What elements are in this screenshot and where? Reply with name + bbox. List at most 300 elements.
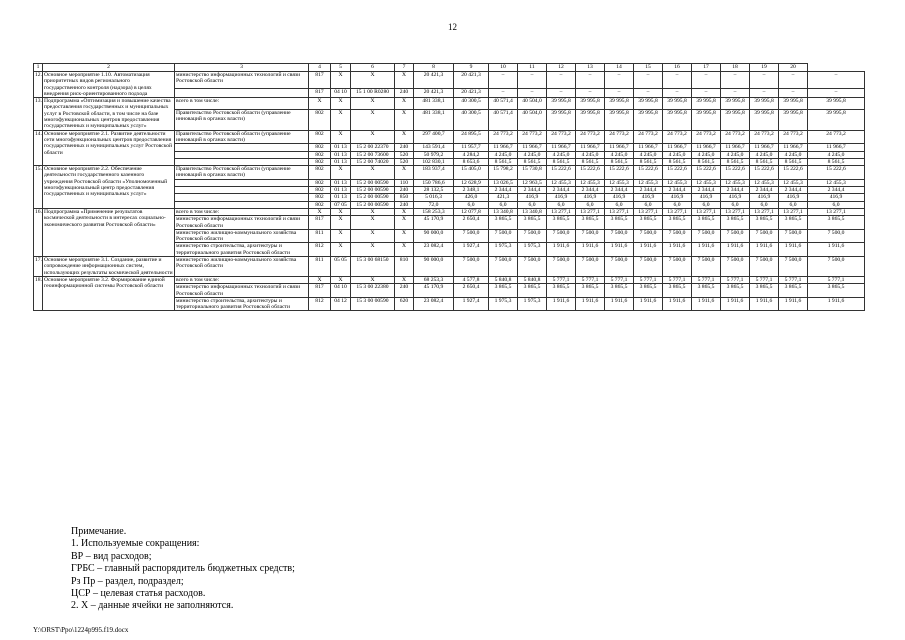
amount-cell: 2 344,4 bbox=[489, 187, 518, 194]
amount-cell: 90 000,0 bbox=[414, 257, 454, 277]
amount-cell: 7 500,0 bbox=[779, 229, 808, 243]
amount-cell: 1 911,6 bbox=[721, 243, 750, 257]
amount-cell: 15 222,6 bbox=[663, 166, 692, 180]
amount-cell: 15 405,0 bbox=[454, 166, 489, 180]
amount-cell: 4 245,0 bbox=[518, 151, 547, 158]
amount-cell: 1 911,6 bbox=[576, 243, 605, 257]
amount-cell: 6,0 bbox=[634, 201, 663, 208]
column-number: 12 bbox=[547, 64, 576, 72]
program-name: Основное мероприятие 2.2. Обеспечение деятельности государственного казенного учреждения Ростовской области «Уполномоченный многофункциональный центр предоставления государственных и муниципальных услуг» bbox=[43, 166, 175, 209]
amount-cell: 1 975,3 bbox=[489, 297, 518, 311]
vr-cell: X bbox=[395, 109, 414, 130]
amount-cell: 1 911,6 bbox=[721, 297, 750, 311]
amount-cell: 4 245,0 bbox=[605, 151, 634, 158]
grbs-cell: X bbox=[309, 276, 331, 283]
amount-cell: 4 245,0 bbox=[547, 151, 576, 158]
table-row bbox=[34, 208, 865, 215]
column-number: 8 bbox=[414, 64, 454, 72]
amount-cell: 2 344,4 bbox=[547, 187, 576, 194]
amount-cell: 7 500,0 bbox=[692, 229, 721, 243]
amount-cell: 12 628,9 bbox=[454, 179, 489, 186]
grbs-cell: 802 bbox=[309, 109, 331, 130]
row-number: 16. bbox=[34, 208, 43, 256]
amount-cell: 20 421,3 bbox=[414, 89, 454, 98]
amount-cell: 8 561,5 bbox=[721, 158, 750, 165]
amount-cell: 3 865,5 bbox=[518, 216, 547, 230]
amount-cell: 11 966,7 bbox=[692, 144, 721, 151]
amount-cell: 39 995,8 bbox=[547, 98, 576, 109]
grbs-cell: 802 bbox=[309, 158, 331, 165]
amount-cell: 15 222,6 bbox=[576, 166, 605, 180]
column-number: 14 bbox=[605, 64, 634, 72]
amount-cell: 3 865,5 bbox=[518, 284, 547, 298]
amount-cell: 6,0 bbox=[489, 201, 518, 208]
amount-cell: – bbox=[634, 72, 663, 89]
grbs-cell: 802 bbox=[309, 151, 331, 158]
rzpr-cell: 01 13 bbox=[331, 194, 351, 201]
amount-cell: 13 277,1 bbox=[808, 208, 865, 215]
amount-cell: 12 077,8 bbox=[454, 208, 489, 215]
amount-cell: 24 773,2 bbox=[808, 130, 865, 144]
csr-cell: X bbox=[351, 243, 395, 257]
amount-cell: 7 500,0 bbox=[576, 229, 605, 243]
amount-cell: 158 253,3 bbox=[414, 208, 454, 215]
grbs-cell: 802 bbox=[309, 179, 331, 186]
executor-cell bbox=[175, 144, 309, 151]
program-name: Основное мероприятие 3.2. Формирование единой геоинформационной системы Ростовской области bbox=[43, 276, 175, 310]
amount-cell: 7 500,0 bbox=[663, 229, 692, 243]
vr-cell: 240 bbox=[395, 89, 414, 98]
amount-cell: 39 995,8 bbox=[605, 98, 634, 109]
amount-cell: 13 340,8 bbox=[518, 208, 547, 215]
amount-cell: 40 300,5 bbox=[454, 98, 489, 109]
amount-cell: 1 911,6 bbox=[605, 243, 634, 257]
vr-cell: 520 bbox=[395, 158, 414, 165]
amount-cell: 13 340,8 bbox=[489, 208, 518, 215]
vr-cell: X bbox=[395, 216, 414, 230]
amount-cell: 24 895,5 bbox=[454, 130, 489, 144]
csr-cell: 15 2 00 00590 bbox=[351, 194, 395, 201]
amount-cell: 39 995,8 bbox=[721, 98, 750, 109]
amount-cell: 7 500,0 bbox=[779, 257, 808, 277]
amount-cell: 11 966,7 bbox=[779, 144, 808, 151]
amount-cell: 416,9 bbox=[779, 194, 808, 201]
amount-cell: 15 222,6 bbox=[779, 166, 808, 180]
executor-cell bbox=[175, 187, 309, 194]
amount-cell: 2 344,4 bbox=[663, 187, 692, 194]
amount-cell: 39 995,8 bbox=[634, 109, 663, 130]
amount-cell: 183 937,4 bbox=[414, 166, 454, 180]
grbs-cell: 817 bbox=[309, 216, 331, 230]
amount-cell: 1 911,6 bbox=[692, 297, 721, 311]
amount-cell: – bbox=[808, 89, 865, 98]
amount-cell: 6,0 bbox=[663, 201, 692, 208]
amount-cell: 39 995,8 bbox=[750, 109, 779, 130]
executor-cell: всего в том числе: bbox=[175, 208, 309, 215]
amount-cell: 39 995,8 bbox=[808, 98, 865, 109]
amount-cell: 2 344,4 bbox=[576, 187, 605, 194]
amount-cell: 8 561,5 bbox=[750, 158, 779, 165]
note-line: 2. Х – данные ячейки не заполняются. bbox=[71, 600, 234, 612]
amount-cell: 1 975,3 bbox=[518, 297, 547, 311]
vr-cell: 850 bbox=[395, 194, 414, 201]
amount-cell: 11 957,7 bbox=[454, 144, 489, 151]
amount-cell: 416,9 bbox=[547, 194, 576, 201]
amount-cell: 39 995,8 bbox=[692, 98, 721, 109]
vr-cell: X bbox=[395, 229, 414, 243]
row-number: 14. bbox=[34, 130, 43, 165]
executor-cell: Правительство Ростовской области (управление инноваций в органах власти) bbox=[175, 166, 309, 180]
vr-cell: X bbox=[395, 243, 414, 257]
executor-cell bbox=[175, 179, 309, 186]
amount-cell: 7 500,0 bbox=[750, 229, 779, 243]
amount-cell: 24 773,2 bbox=[605, 130, 634, 144]
rzpr-cell: 01 13 bbox=[331, 151, 351, 158]
csr-cell: 15 2 00 00590 bbox=[351, 201, 395, 208]
csr-cell: 15 2 00 22370 bbox=[351, 144, 395, 151]
rzpr-cell: 04 12 bbox=[331, 297, 351, 311]
rzpr-cell: 01 13 bbox=[331, 179, 351, 186]
amount-cell: 72,0 bbox=[414, 201, 454, 208]
table-row bbox=[34, 276, 865, 283]
amount-cell: 5 777,1 bbox=[721, 276, 750, 283]
table-row bbox=[34, 257, 865, 277]
amount-cell: 39 995,8 bbox=[721, 109, 750, 130]
amount-cell: 3 865,5 bbox=[576, 216, 605, 230]
program-name: Основное мероприятие 3.1. Создание, развитие и сопровождение информационных систем, использующих результаты космической деятельности bbox=[44, 257, 173, 276]
amount-cell: 24 773,2 bbox=[692, 130, 721, 144]
grbs-cell: 812 bbox=[309, 243, 331, 257]
amount-cell: – bbox=[605, 72, 634, 89]
amount-cell: 1 911,6 bbox=[634, 297, 663, 311]
row-number: 13. bbox=[34, 98, 43, 130]
executor-cell: министерство информационных технологий и связи Ростовской области bbox=[175, 72, 309, 89]
amount-cell: – bbox=[547, 72, 576, 89]
notes-block bbox=[71, 526, 295, 613]
executor-cell: министерство информационных технологий и связи Ростовской области bbox=[175, 216, 309, 230]
program-name: Основное мероприятие 2.1. Развитие деятельности сети многофункциональных центров предоставления государственных и муниципальных услуг Ростовской области bbox=[43, 130, 175, 165]
amount-cell: 12 455,3 bbox=[634, 179, 663, 186]
vr-cell: X bbox=[395, 98, 414, 109]
program-name: Подпрограмма «Применение результатов космической деятельности в интересах социально-экономического развития Ростовской области» bbox=[43, 208, 175, 256]
amount-cell: 3 865,5 bbox=[750, 216, 779, 230]
amount-cell: 2 344,4 bbox=[750, 187, 779, 194]
amount-cell: 13 277,1 bbox=[634, 208, 663, 215]
amount-cell: 12 455,3 bbox=[721, 179, 750, 186]
amount-cell: 39 995,8 bbox=[779, 98, 808, 109]
amount-cell: 15 222,6 bbox=[692, 166, 721, 180]
amount-cell: 3 865,5 bbox=[547, 216, 576, 230]
column-number: 10 bbox=[489, 64, 518, 72]
amount-cell: 39 995,8 bbox=[576, 109, 605, 130]
rzpr-cell: 01 13 bbox=[331, 187, 351, 194]
amount-cell: 4 245,0 bbox=[489, 151, 518, 158]
table-row bbox=[34, 72, 865, 89]
executor-cell: министерство информационных технологий и связи Ростовской области bbox=[175, 284, 309, 298]
vr-cell: 110 bbox=[395, 179, 414, 186]
amount-cell: 7 500,0 bbox=[489, 257, 518, 277]
amount-cell: – bbox=[721, 89, 750, 98]
amount-cell: 297 400,7 bbox=[414, 130, 454, 144]
vr-cell: X bbox=[395, 130, 414, 144]
amount-cell: 50 979,2 bbox=[414, 151, 454, 158]
amount-cell: 40 504,0 bbox=[518, 98, 547, 109]
amount-cell: 1 911,6 bbox=[663, 297, 692, 311]
amount-cell: 15 222,6 bbox=[721, 166, 750, 180]
amount-cell: – bbox=[779, 72, 808, 89]
grbs-cell: 812 bbox=[309, 297, 331, 311]
grbs-cell: 817 bbox=[309, 72, 331, 89]
amount-cell: 15 222,6 bbox=[547, 166, 576, 180]
rzpr-cell: X bbox=[331, 130, 351, 144]
amount-cell: 13 277,1 bbox=[692, 208, 721, 215]
amount-cell: 3 865,5 bbox=[721, 216, 750, 230]
note-line: ГРБС – главный распорядитель бюджетных средств; bbox=[71, 563, 295, 575]
amount-cell: 13 026,5 bbox=[489, 179, 518, 186]
amount-cell: 39 995,8 bbox=[634, 98, 663, 109]
amount-cell: 7 500,0 bbox=[547, 229, 576, 243]
amount-cell: 11 966,7 bbox=[605, 144, 634, 151]
csr-cell: 15 3 00 00590 bbox=[351, 297, 395, 311]
rzpr-cell: X bbox=[331, 109, 351, 130]
grbs-cell: X bbox=[309, 98, 331, 109]
amount-cell: 23 082,4 bbox=[414, 297, 454, 311]
amount-cell: 7 500,0 bbox=[518, 229, 547, 243]
column-number: 11 bbox=[518, 64, 547, 72]
amount-cell: 2 344,4 bbox=[808, 187, 865, 194]
amount-cell: 3 865,5 bbox=[663, 284, 692, 298]
note-line: ЦСР – целевая статья расходов. bbox=[71, 588, 206, 600]
amount-cell: 1 911,6 bbox=[750, 297, 779, 311]
csr-cell: X bbox=[351, 166, 395, 180]
grbs-cell: 817 bbox=[309, 284, 331, 298]
amount-cell: 5 777,1 bbox=[750, 276, 779, 283]
amount-cell: 6,0 bbox=[454, 201, 489, 208]
amount-cell: 1 927,4 bbox=[454, 243, 489, 257]
amount-cell: 4 245,0 bbox=[779, 151, 808, 158]
program-name: Основное мероприятие 1.10. Автоматизация приоритетных видов регионального государственного контроля (надзора) в целях внедрения риск-ориентированного подхода bbox=[43, 72, 175, 98]
amount-cell: 1 911,6 bbox=[808, 243, 865, 257]
amount-cell: – bbox=[808, 72, 865, 89]
amount-cell: 15 222,6 bbox=[634, 166, 663, 180]
csr-cell: 15 3 00 68150 bbox=[351, 257, 395, 277]
amount-cell: 416,9 bbox=[634, 194, 663, 201]
amount-cell: 1 975,3 bbox=[518, 243, 547, 257]
row-number: 18. bbox=[34, 276, 43, 310]
column-number: 15 bbox=[634, 64, 663, 72]
amount-cell: 39 995,8 bbox=[576, 98, 605, 109]
amount-cell: 24 773,2 bbox=[634, 130, 663, 144]
amount-cell: 13 277,1 bbox=[721, 208, 750, 215]
amount-cell: 15 222,6 bbox=[808, 166, 865, 180]
note-line: ВР – вид расходов; bbox=[71, 550, 152, 562]
amount-cell: 6,0 bbox=[779, 201, 808, 208]
rzpr-cell: X bbox=[331, 208, 351, 215]
amount-cell: 7 500,0 bbox=[634, 257, 663, 277]
amount-cell: 15 730,8 bbox=[518, 166, 547, 180]
amount-cell: 3 865,5 bbox=[547, 284, 576, 298]
amount-cell: 7 500,0 bbox=[454, 229, 489, 243]
amount-cell: 2 344,4 bbox=[692, 187, 721, 194]
amount-cell: 2 348,1 bbox=[454, 187, 489, 194]
amount-cell: – bbox=[750, 89, 779, 98]
row-number: 15. bbox=[34, 166, 43, 209]
amount-cell: 24 773,2 bbox=[750, 130, 779, 144]
amount-cell: – bbox=[518, 89, 547, 98]
executor-cell: всего в том числе: bbox=[175, 276, 309, 283]
amount-cell: 6,0 bbox=[750, 201, 779, 208]
vr-cell: 240 bbox=[395, 144, 414, 151]
grbs-cell: 802 bbox=[309, 166, 331, 180]
amount-cell: – bbox=[692, 72, 721, 89]
amount-cell: 1 911,6 bbox=[576, 297, 605, 311]
column-number: 5 bbox=[331, 64, 351, 72]
executor-cell: министерство жилищно-коммунального хозяйства Ростовской области bbox=[175, 257, 309, 277]
amount-cell: 416,9 bbox=[663, 194, 692, 201]
amount-cell: 2 344,4 bbox=[634, 187, 663, 194]
amount-cell: 12 455,3 bbox=[605, 179, 634, 186]
column-number: 7 bbox=[395, 64, 414, 72]
table-header-row bbox=[34, 64, 865, 72]
page-number: 12 bbox=[448, 22, 457, 32]
amount-cell: 1 911,6 bbox=[634, 243, 663, 257]
amount-cell: 4 284,2 bbox=[454, 151, 489, 158]
column-number: 1 bbox=[34, 64, 43, 72]
executor-cell bbox=[175, 194, 309, 201]
row-number: 17. bbox=[34, 257, 43, 277]
amount-cell: 24 773,2 bbox=[663, 130, 692, 144]
amount-cell: – bbox=[605, 89, 634, 98]
amount-cell: 28 132,5 bbox=[414, 187, 454, 194]
amount-cell: 23 082,4 bbox=[414, 243, 454, 257]
amount-cell: 8 561,5 bbox=[576, 158, 605, 165]
grbs-cell: 802 bbox=[309, 130, 331, 144]
amount-cell: – bbox=[750, 72, 779, 89]
csr-cell: X bbox=[351, 72, 395, 89]
rzpr-cell: X bbox=[331, 276, 351, 283]
rzpr-cell: X bbox=[331, 166, 351, 180]
amount-cell: 5 777,1 bbox=[779, 276, 808, 283]
amount-cell: 5 777,1 bbox=[634, 276, 663, 283]
amount-cell: 416,9 bbox=[576, 194, 605, 201]
amount-cell: 3 865,5 bbox=[721, 284, 750, 298]
amount-cell: 5 016,3 bbox=[414, 194, 454, 201]
amount-cell: – bbox=[634, 89, 663, 98]
grbs-cell: 802 bbox=[309, 194, 331, 201]
amount-cell: 3 865,5 bbox=[576, 284, 605, 298]
amount-cell: 40 504,0 bbox=[518, 109, 547, 130]
column-number: 20 bbox=[779, 64, 808, 72]
amount-cell: 421,3 bbox=[489, 194, 518, 201]
amount-cell: 11 966,7 bbox=[547, 144, 576, 151]
column-number: 3 bbox=[175, 64, 309, 72]
amount-cell: 4 245,0 bbox=[634, 151, 663, 158]
executor-cell: Правительство Ростовской области (управление инноваций в органах власти) bbox=[175, 109, 309, 130]
amount-cell: 3 865,5 bbox=[489, 216, 518, 230]
table-row bbox=[34, 166, 865, 180]
amount-cell: – bbox=[547, 89, 576, 98]
amount-cell: 7 500,0 bbox=[576, 257, 605, 277]
amount-cell: 4 245,0 bbox=[663, 151, 692, 158]
amount-cell: 11 966,7 bbox=[750, 144, 779, 151]
amount-cell: 39 995,8 bbox=[663, 109, 692, 130]
amount-cell: 24 773,2 bbox=[721, 130, 750, 144]
rzpr-cell: 04 10 bbox=[331, 89, 351, 98]
amount-cell: 24 773,2 bbox=[547, 130, 576, 144]
executor-cell bbox=[175, 158, 309, 165]
amount-cell: 1 927,4 bbox=[454, 297, 489, 311]
amount-cell: 1 911,6 bbox=[547, 243, 576, 257]
table-row bbox=[34, 98, 865, 109]
amount-cell: 11 966,7 bbox=[634, 144, 663, 151]
amount-cell: 40 571,4 bbox=[489, 109, 518, 130]
amount-cell: 4 245,0 bbox=[750, 151, 779, 158]
amount-cell: 7 500,0 bbox=[721, 257, 750, 277]
amount-cell: 416,9 bbox=[721, 194, 750, 201]
vr-cell: X bbox=[395, 276, 414, 283]
amount-cell: 5 777,1 bbox=[692, 276, 721, 283]
grbs-cell: 802 bbox=[309, 187, 331, 194]
amount-cell: 20 421,3 bbox=[454, 72, 489, 89]
amount-cell: 12 455,3 bbox=[547, 179, 576, 186]
amount-cell: 2 344,4 bbox=[721, 187, 750, 194]
amount-cell: 3 865,5 bbox=[663, 216, 692, 230]
amount-cell: 20 421,3 bbox=[414, 72, 454, 89]
amount-cell: 39 995,8 bbox=[779, 109, 808, 130]
amount-cell: 7 500,0 bbox=[489, 229, 518, 243]
rzpr-cell: 04 10 bbox=[331, 284, 351, 298]
amount-cell: 2 650,4 bbox=[454, 216, 489, 230]
amount-cell: 4 577,8 bbox=[454, 276, 489, 283]
amount-cell: – bbox=[779, 89, 808, 98]
vr-cell: X bbox=[395, 72, 414, 89]
executor-cell bbox=[175, 151, 309, 158]
amount-cell: 150 786,6 bbox=[414, 179, 454, 186]
column-number: 4 bbox=[309, 64, 331, 72]
amount-cell: 5 840,8 bbox=[489, 276, 518, 283]
amount-cell: – bbox=[518, 72, 547, 89]
csr-cell: 15 2 00 73600 bbox=[351, 151, 395, 158]
amount-cell: 40 300,5 bbox=[454, 109, 489, 130]
amount-cell: 1 911,6 bbox=[692, 243, 721, 257]
amount-cell: 12 455,3 bbox=[663, 179, 692, 186]
amount-cell: 24 773,2 bbox=[576, 130, 605, 144]
amount-cell: 39 995,8 bbox=[605, 109, 634, 130]
executor-cell bbox=[175, 89, 309, 98]
executor-cell: министерство строительства, архитектуры и территориального развития Ростовской области bbox=[175, 297, 309, 311]
amount-cell: 3 865,5 bbox=[779, 216, 808, 230]
amount-cell: 8 561,5 bbox=[808, 158, 865, 165]
row-number: 12. bbox=[34, 72, 43, 98]
amount-cell: 13 277,1 bbox=[779, 208, 808, 215]
amount-cell: 15 222,6 bbox=[750, 166, 779, 180]
amount-cell: 8 561,5 bbox=[518, 158, 547, 165]
amount-cell: 1 975,3 bbox=[489, 243, 518, 257]
amount-cell: 6,0 bbox=[721, 201, 750, 208]
grbs-cell: 811 bbox=[309, 229, 331, 243]
amount-cell: 3 865,5 bbox=[605, 216, 634, 230]
vr-cell: X bbox=[395, 208, 414, 215]
amount-cell: 2 344,4 bbox=[779, 187, 808, 194]
amount-cell: 15 222,6 bbox=[605, 166, 634, 180]
amount-cell: 1 911,6 bbox=[750, 243, 779, 257]
amount-cell: 6,0 bbox=[518, 201, 547, 208]
amount-cell: 12 455,3 bbox=[692, 179, 721, 186]
executor-cell: министерство строительства, архитектуры и территориального развития Ростовской области bbox=[175, 243, 309, 257]
amount-cell: 11 966,7 bbox=[576, 144, 605, 151]
amount-cell: 8 653,6 bbox=[454, 158, 489, 165]
amount-cell: 90 000,0 bbox=[414, 229, 454, 243]
